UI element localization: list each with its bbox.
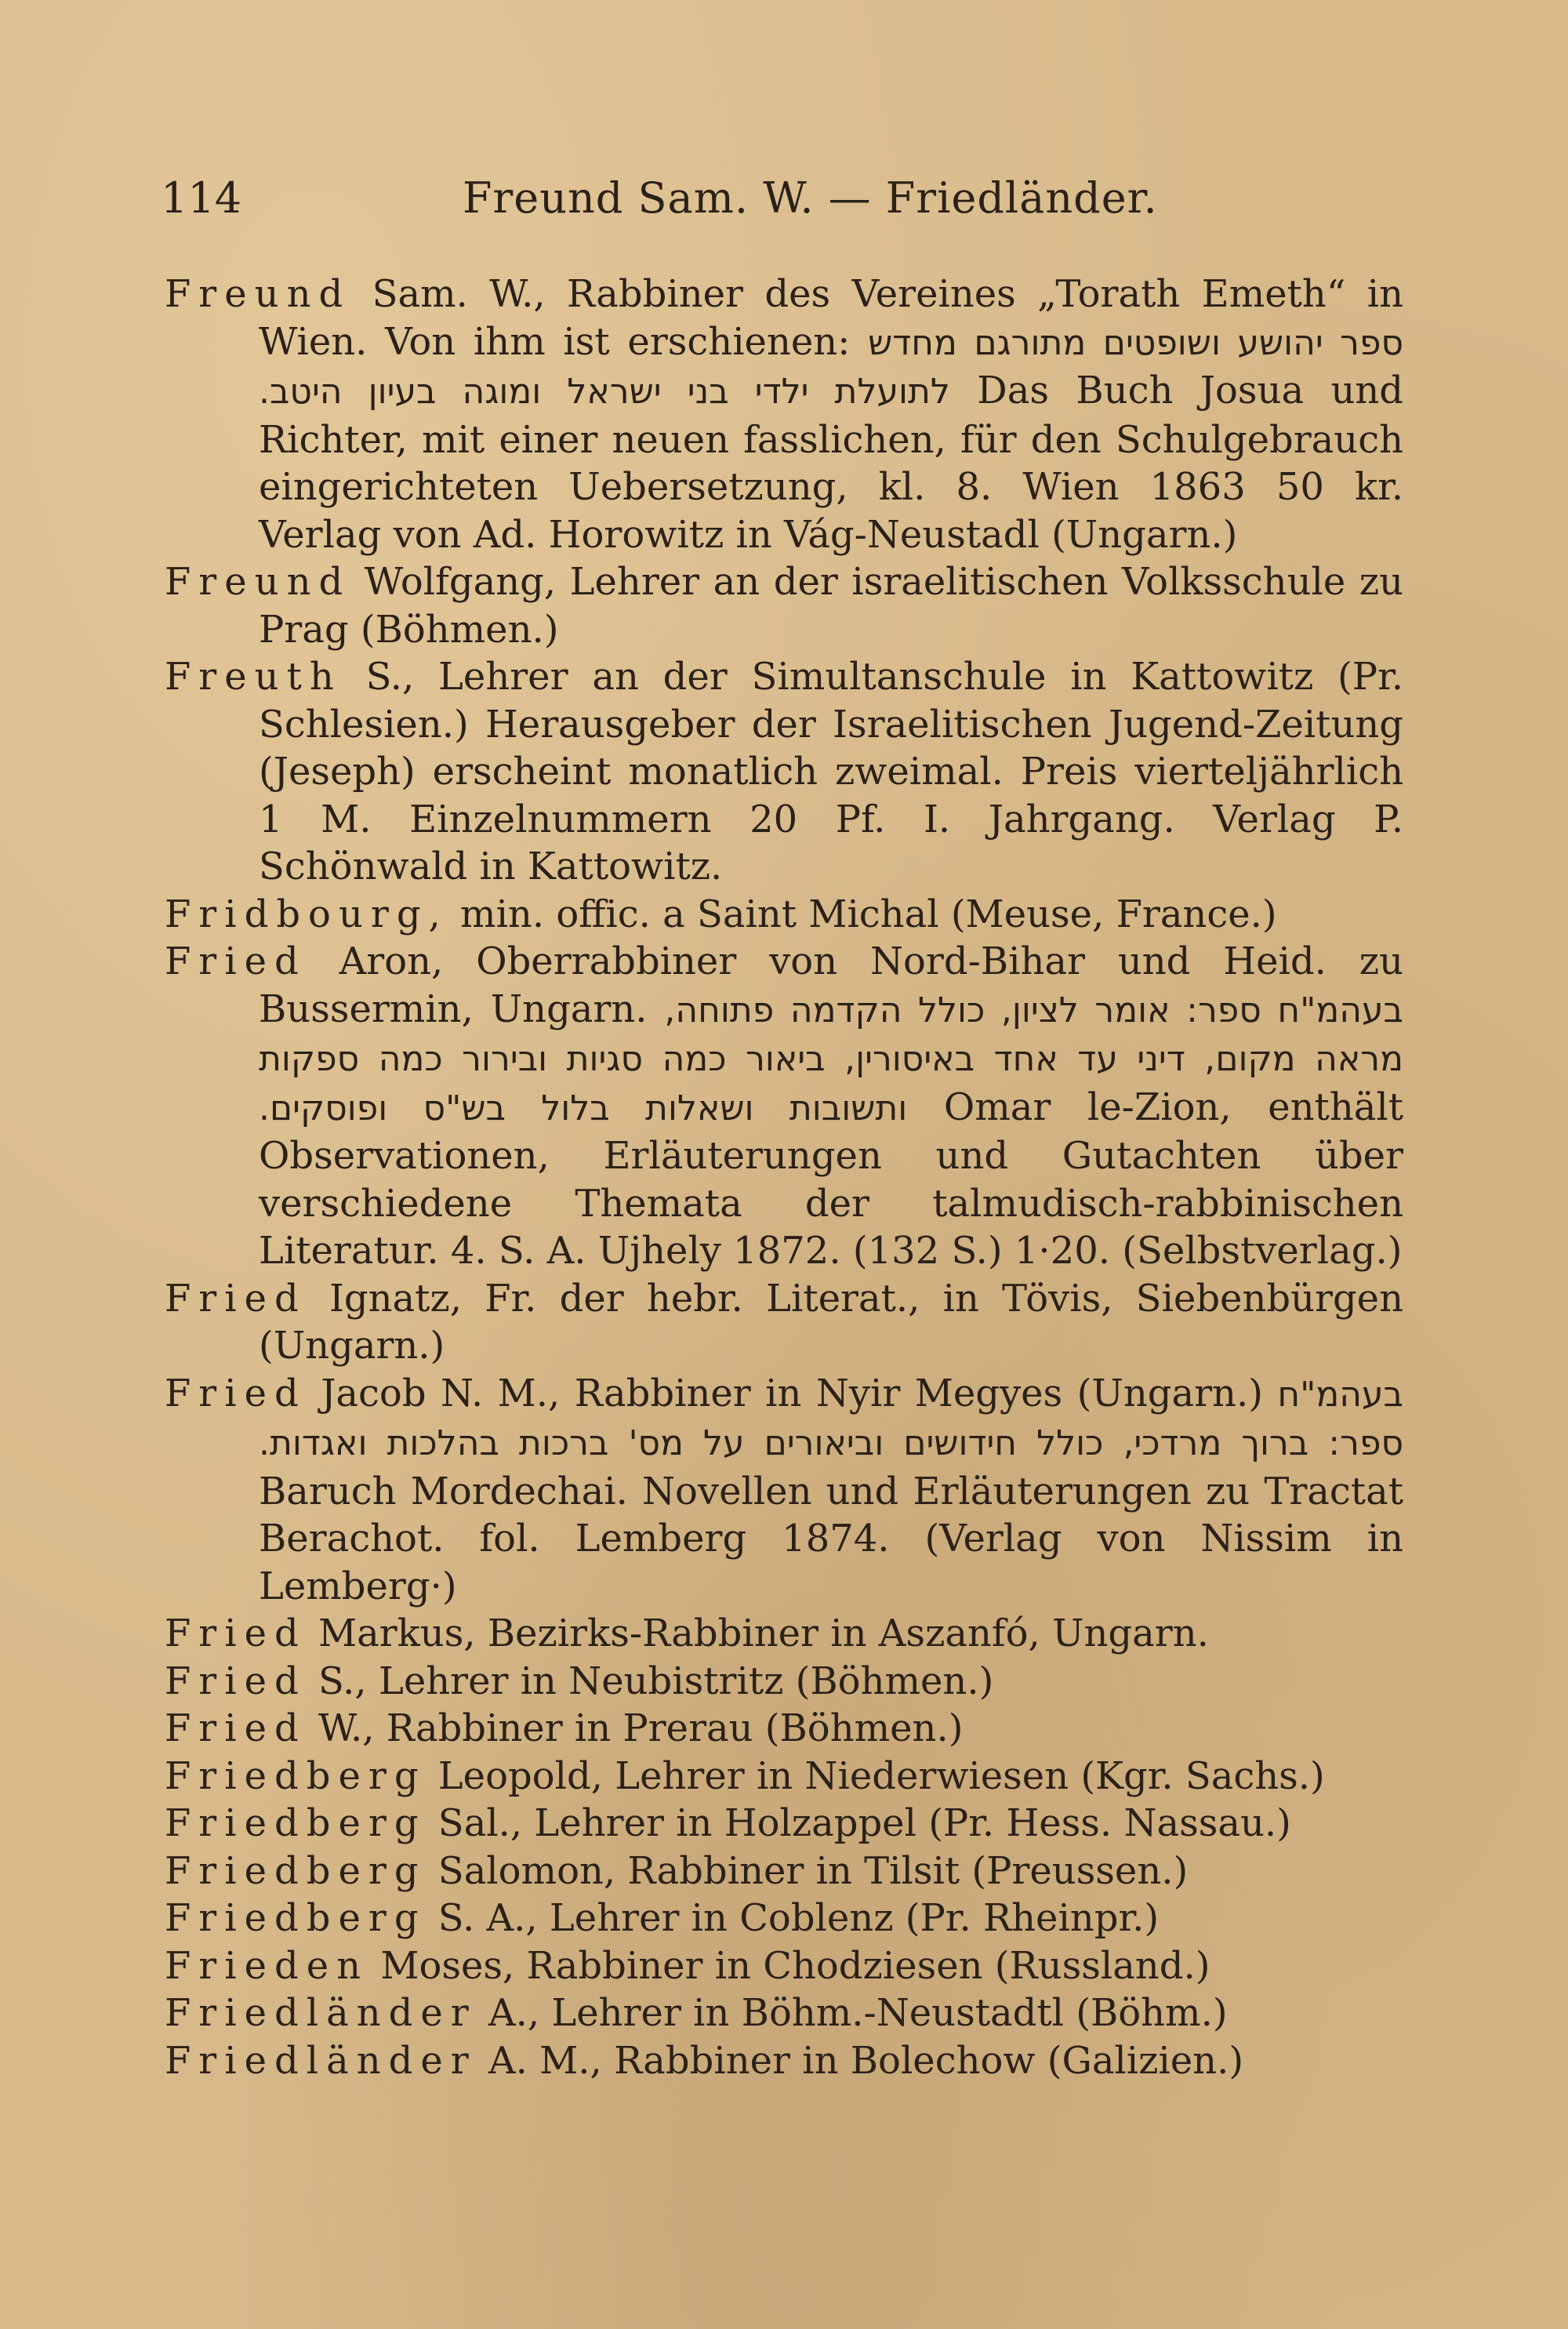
entry <box>165 1370 1403 1611</box>
hebrew-title: בעהמ"ח ספר: אומר לציון, כולל הקדמה פתוחה, מראה מקום, דיני עד אחד באיסורין, ביאור כמה סגיות ובירור כמה ספקות ותשובות ושאלות בלול בש"ס ופוסקים. <box>259 990 1403 1128</box>
entry <box>165 1705 1403 1753</box>
entry-text: Ignatz, Fr. der hebr. Literat., in Tövis, Siebenbürgen (Ungarn.) <box>259 1276 1403 1368</box>
entry <box>165 1275 1403 1370</box>
entry-text: min. offic. a Saint Michal (Meuse, France.) <box>448 892 1277 936</box>
hebrew-title: ספר יהושע ושופטים מתורגם מחדש לתועלת ילדי בני ישראל ומוגה בעיון היטב. <box>259 322 1403 412</box>
running-title: Freund Sam. W. — Friedländer. <box>463 173 1158 223</box>
entry-text: Jacob N. M., Rabbiner in Nyir Megyes (Ungarn.) <box>306 1371 1278 1415</box>
entry-name: Freund <box>165 560 351 604</box>
entry-text: S. A., Lehrer in Coblenz (Pr. Rheinpr.) <box>426 1896 1160 1940</box>
entry-text: Omar le-Zion, enthält Observationen, Erläuterungen und Gutachten über verschiedene Themata der talmudisch-rabbinischen Literatur. 4. S. A. Ujhely 1872. (132 S.) 1·20. (Selbstverlag.) <box>259 1085 1404 1273</box>
entry-text: S., Lehrer in Neubistritz (Böhmen.) <box>306 1659 994 1703</box>
entry-name: Friedberg <box>165 1896 426 1940</box>
entry-name: Fried <box>165 1611 307 1655</box>
entry-text: S., Lehrer an der Simultanschule in Kattowitz (Pr. Schlesien.) Herausgeber der Israelitischen Jugend-Zeitung (Jeseph) erscheint monatlich zweimal. Preis vierteljährlich 1 M. Einzelnummern 20 Pf. I. Jahrgang. Verlag P. Schönwald in Kattowitz. <box>259 655 1403 888</box>
entry-name: Freund <box>165 272 351 316</box>
entry <box>165 1942 1403 1990</box>
entry-name: Friedberg <box>165 1753 426 1798</box>
entry-name: Fried <box>165 1706 307 1750</box>
entry-name: Friedländer <box>165 1991 477 2035</box>
entry <box>165 891 1403 939</box>
entry <box>165 938 1403 1275</box>
running-head <box>161 171 1407 226</box>
entry <box>165 558 1403 653</box>
entry-name: Fried <box>165 1371 307 1415</box>
entry <box>165 653 1403 891</box>
entry-text: Markus, Bezirks-Rabbiner in Aszanfó, Ungarn. <box>306 1611 1209 1655</box>
entry <box>165 2037 1403 2085</box>
entry <box>165 1800 1403 1848</box>
entry-name: Fridbourg, <box>165 892 448 936</box>
entry <box>165 1895 1403 1942</box>
entry-name: Freuth <box>165 655 342 699</box>
entry-name: Friedberg <box>165 1801 426 1845</box>
entry-text: Sal., Lehrer in Holzappel (Pr. Hess. Nassau.) <box>426 1801 1291 1845</box>
entry-list <box>165 271 1403 2084</box>
entry <box>165 1753 1403 1800</box>
entry <box>165 1848 1403 1895</box>
entry-text: A., Lehrer in Böhm.-Neustadtl (Böhm.) <box>476 1991 1228 2035</box>
entry-name: Fried <box>165 1276 307 1321</box>
entry-name: Friedberg <box>165 1848 426 1893</box>
entry-text: Aron, Oberrabbiner von Nord-Bihar und Heid. zu Bussermin, Ungarn. <box>259 939 1403 1031</box>
entry-name: Frieden <box>165 1943 369 1988</box>
entry-name: Fried <box>165 939 307 983</box>
entry <box>165 1989 1403 2037</box>
entry <box>165 1658 1403 1706</box>
entry <box>165 271 1403 558</box>
hebrew-title: בעהמ"ח ספר: ברוך מרדכי, כולל חידושים וביאורים על מס' ברכות בהלכות ואגדות. <box>259 1374 1403 1463</box>
entry-text: Wolfgang, Lehrer an der israelitischen Volksschule zu Prag (Böhmen.) <box>259 560 1403 652</box>
entry-name: Fried <box>165 1659 307 1703</box>
entry-text: Sam. W., Rabbiner des Vereines „Torath Emeth“ in Wien. Von ihm ist erschienen: <box>259 272 1403 364</box>
page-number: 114 <box>161 173 242 223</box>
entry-text: Baruch Mordechai. Novellen und Erläuterungen zu Tractat Berachot. fol. Lemberg 1874. (Verlag von Nissim in Lemberg·) <box>259 1469 1403 1608</box>
entry <box>165 1610 1403 1658</box>
entry-text: Leopold, Lehrer in Niederwiesen (Kgr. Sachs.) <box>426 1753 1325 1798</box>
entry-text: Moses, Rabbiner in Chodziesen (Russland.) <box>368 1943 1210 1988</box>
entry-text: Das Buch Josua und Richter, mit einer neuen fasslichen, für den Schulgebrauch eingerichteten Uebersetzung, kl. 8. Wien 1863 50 kr. Verlag von Ad. Horowitz in Vág-Neustadl (Ungarn.) <box>259 369 1404 557</box>
entry-name: Friedländer <box>165 2038 477 2083</box>
entry-text: A. M., Rabbiner in Bolechow (Galizien.) <box>476 2038 1244 2083</box>
entry-text: Salomon, Rabbiner in Tilsit (Preussen.) <box>426 1848 1189 1893</box>
entry-text: W., Rabbiner in Prerau (Böhmen.) <box>306 1706 964 1750</box>
